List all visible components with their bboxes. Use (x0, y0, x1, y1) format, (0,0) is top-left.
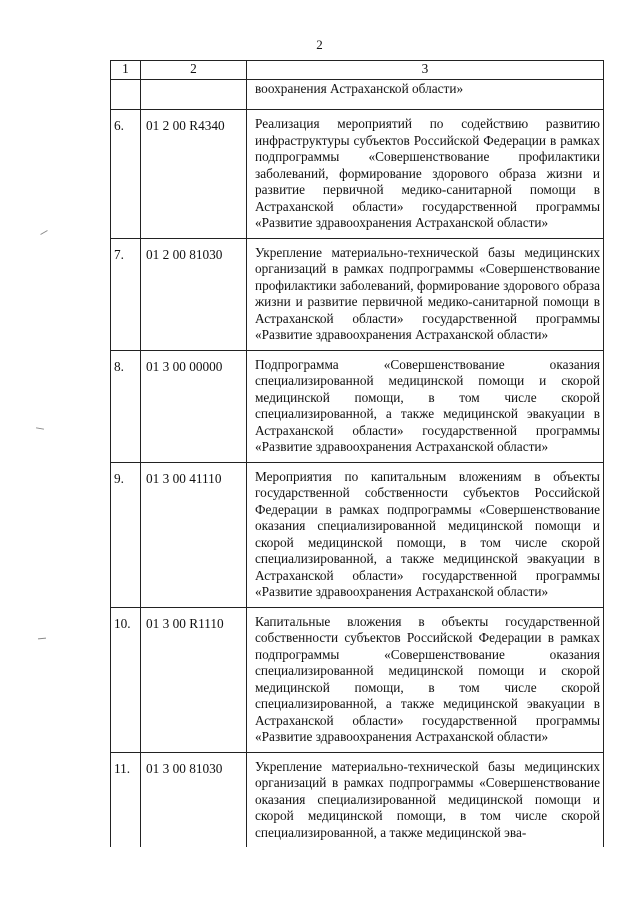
table-row (111, 752, 604, 847)
header-cell: 3 (247, 61, 604, 80)
row-number: 11. (111, 752, 141, 847)
row-text: воохранения Астраханской области» (247, 80, 604, 110)
scan-mark (40, 230, 47, 235)
page-number: 2 (316, 37, 323, 52)
table-row (111, 462, 604, 607)
table-row (111, 607, 604, 752)
row-text: Подпрограмма «Совершенствование оказания специализированной медицинской помощи и скорой медицинской помощи, в том числе скорой специализированной, а также медицинской эвакуации в Астраханской области» государственной программы «Развитие здравоохранения Астраханской области» (247, 350, 604, 462)
table-row (111, 80, 604, 110)
row-number: 6. (111, 110, 141, 239)
row-code: 01 2 00 81030 (141, 238, 247, 350)
scan-mark (36, 427, 44, 429)
row-number: 8. (111, 350, 141, 462)
scan-mark (38, 638, 46, 640)
header-cell: 2 (141, 61, 247, 80)
row-number (111, 80, 141, 110)
row-code: 01 2 00 R4340 (141, 110, 247, 239)
table-row (111, 238, 604, 350)
row-text: Укрепление материально-технической базы медицинских организаций в рамках подпрограммы «Совершенствование оказания специализированной медицинской помощи и скорой медицинской помощи, в том числе скорой специализированной, а также медицинской эва- (247, 752, 604, 847)
row-number: 7. (111, 238, 141, 350)
row-text: Реализация мероприятий по содействию развитию инфраструктуры субъектов Российской Федерации в рамках подпрограммы «Совершенствование профилактики заболеваний, формирование здорового образа жизни и развитие первичной медико-санитарной помощи в Астраханской области» государственной программы «Развитие здравоохранения Астраханской области» (247, 110, 604, 239)
row-code (141, 80, 247, 110)
data-table (110, 60, 604, 847)
table-row (111, 110, 604, 239)
row-number: 10. (111, 607, 141, 752)
row-number: 9. (111, 462, 141, 607)
row-code: 01 3 00 81030 (141, 752, 247, 847)
row-code: 01 3 00 00000 (141, 350, 247, 462)
row-text: Мероприятия по капитальным вложениям в объекты государственной собственности субъектов Российской Федерации в рамках подпрограммы «Совершенствование оказания специализированной медицинской помощи и скорой медицинской помощи, в том числе скорой специализированной, а также медицинской эвакуации в Астраханской области» государственной программы «Развитие здравоохранения Астраханской области» (247, 462, 604, 607)
row-text: Капитальные вложения в объекты государственной собственности субъектов Российской Федерации в рамках подпрограммы «Совершенствование оказания специализированной медицинской помощи и скорой медицинской помощи, в том числе скорой специализированной, а также медицинской эвакуации в Астраханской области» государственной программы «Развитие здравоохранения Астраханской области» (247, 607, 604, 752)
row-code: 01 3 00 R1110 (141, 607, 247, 752)
table-row (111, 350, 604, 462)
header-cell: 1 (111, 61, 141, 80)
row-text: Укрепление материально-технической базы медицинских организаций в рамках подпрограммы «Совершенствование профилактики заболеваний, формирование здорового образа жизни и развитие первичной медико-санитарной помощи в Астраханской области» государственной программы «Развитие здравоохранения Астраханской области» (247, 238, 604, 350)
row-code: 01 3 00 41110 (141, 462, 247, 607)
table-header-row (111, 61, 604, 80)
